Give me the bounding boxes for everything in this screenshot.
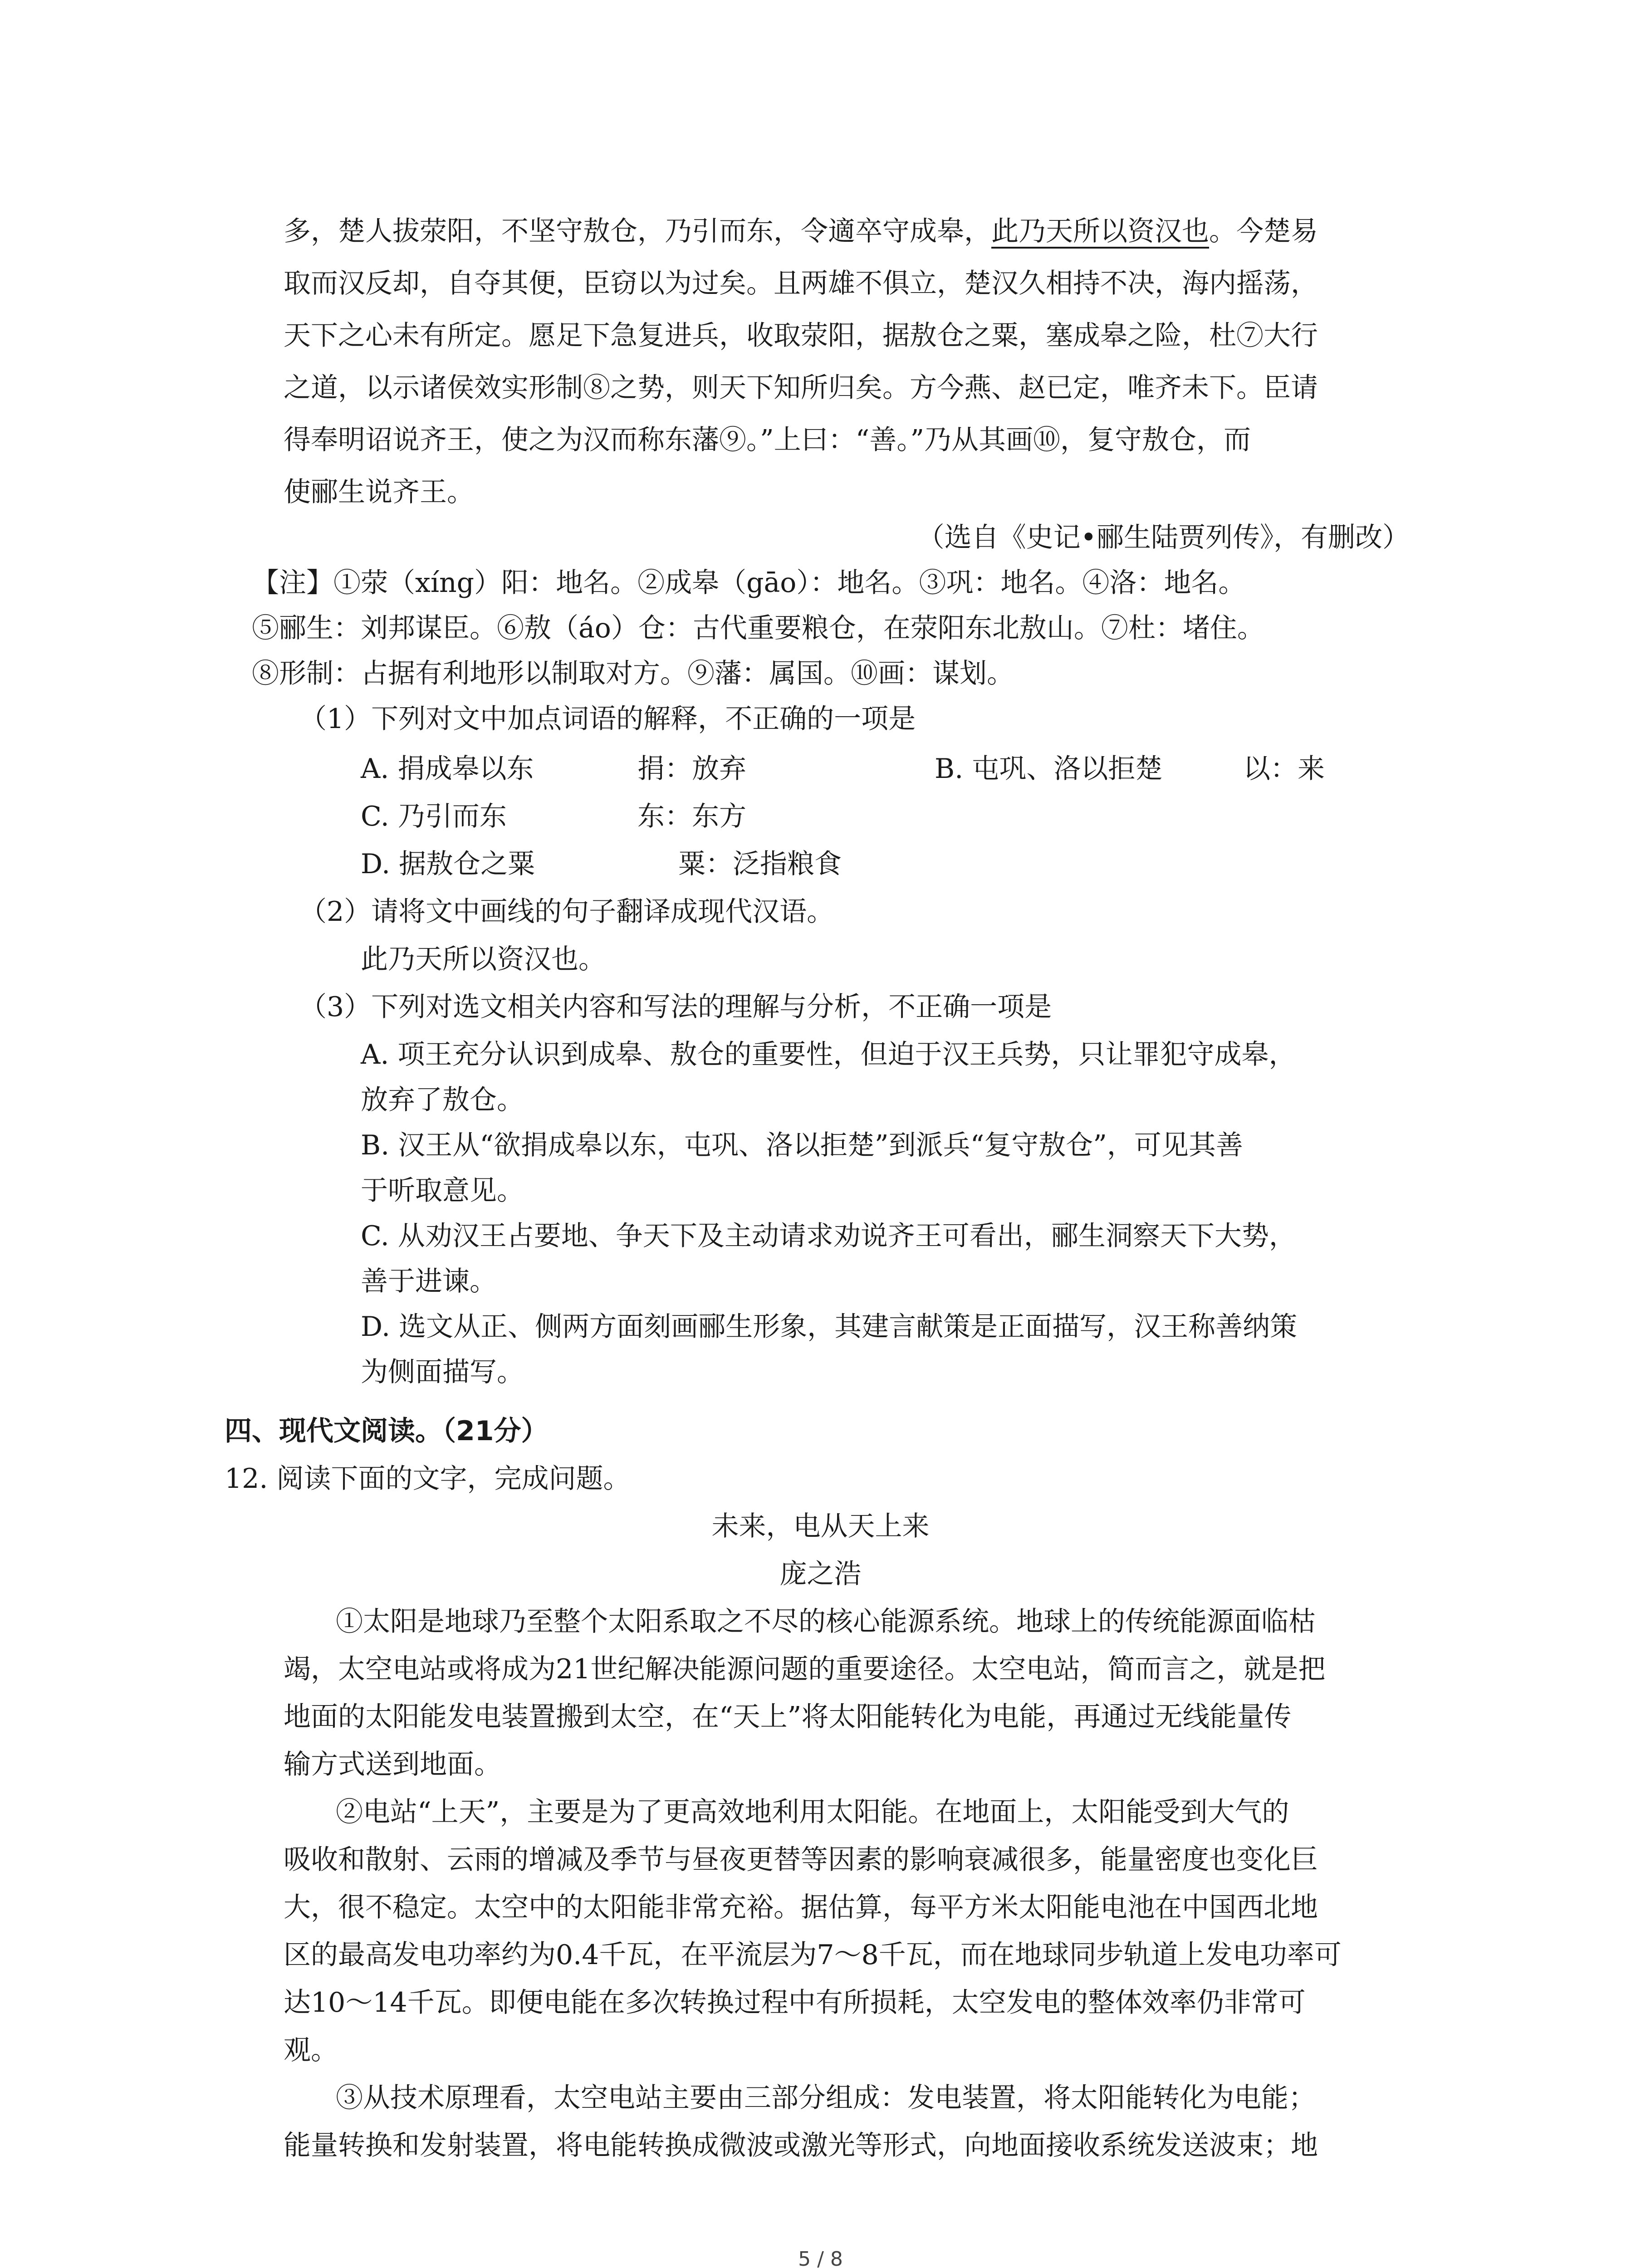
article-line-7: 大，很不稳定。太空中的太阳能非常充裕。据估算，每平方米太阳能电池在中国西北地 bbox=[284, 1892, 1318, 1923]
question-12: 12. 阅读下面的文字，完成问题。 bbox=[225, 1463, 631, 1495]
q1-option-a bbox=[361, 744, 1325, 794]
article-line-11: ③从技术原理看，太空电站主要由三部分组成：发电装置，将太阳能转化为电能； bbox=[336, 2082, 1316, 2114]
q1-option-a-text: A. 捐成皋以东 bbox=[361, 753, 534, 785]
article-line-12: 能量转换和发射装置，将电能转换成微波或激光等形式，向地面接收系统发送波束；地 bbox=[284, 2130, 1318, 2161]
q1-stem: （1）下列对文中加点词语的解释，不正确的一项是 bbox=[299, 703, 916, 735]
article-line-1: ①太阳是地球乃至整个太阳系取之不尽的核心能源系统。地球上的传统能源面临枯 bbox=[336, 1606, 1316, 1637]
q1-option-a-gloss: 捐：放弃 bbox=[637, 753, 746, 785]
passage-line-4: 之道，以示诸侯效实形制⑧之势，则天下知所归矣。方今燕、赵已定，唯齐未下。臣请 bbox=[284, 372, 1318, 404]
passage-line-1-text: 多，楚人拔荥阳，不坚守敖仓，乃引而东，令適卒守成皋， bbox=[284, 215, 991, 247]
note-line-2: ⑤郦生：刘邦谋臣。⑥敖（áo）仓：古代重要粮仓，在荥阳东北敖山。⑦杜：堵住。 bbox=[252, 612, 1264, 644]
q1-option-c bbox=[361, 792, 746, 841]
q1-option-b-gloss: 以：来 bbox=[1243, 753, 1325, 785]
q3-option-d-line-1: D. 选文从正、侧两方面刻画郦生形象，其建言献策是正面描写，汉王称善纳策 bbox=[361, 1311, 1298, 1343]
q3-option-b-line-2: 于听取意见。 bbox=[361, 1175, 524, 1207]
article-line-6: 吸收和散射、云雨的增减及季节与昼夜更替等因素的影响衰减很多，能量密度也变化巨 bbox=[284, 1844, 1318, 1876]
passage-line-5: 得奉明诏说齐王，使之为汉而称东藩⑨。”上曰：“善。”乃从其画⑩，复守敖仓，而 bbox=[284, 424, 1251, 456]
q3-option-c-line-2: 善于进谏。 bbox=[361, 1266, 497, 1297]
passage-line-3: 天下之心未有所定。愿足下急复进兵，收取荥阳，据敖仓之粟，塞成皋之险，杜⑦大行 bbox=[284, 320, 1318, 352]
q1-option-c-gloss: 东：东方 bbox=[637, 801, 746, 832]
q1-option-d-gloss: 粟：泛指粮食 bbox=[678, 848, 842, 880]
section-heading: 四、现代文阅读。（21分） bbox=[225, 1415, 549, 1447]
page-number: 5 / 8 bbox=[798, 2248, 843, 2268]
underlined-sentence: 此乃天所以资汉也 bbox=[991, 215, 1209, 247]
note-line-1: 【注】①荥（xíng）阳：地名。②成皋（gāo）：地名。③巩：地名。④洛：地名。 bbox=[252, 567, 1246, 599]
passage-line-1-tail: 。今楚易 bbox=[1209, 215, 1318, 247]
q1-option-d-text: D. 据敖仓之粟 bbox=[361, 848, 535, 880]
article-line-3: 地面的太阳能发电装置搬到太空，在“天上”将太阳能转化为电能，再通过无线能量传 bbox=[284, 1701, 1292, 1733]
q2-sentence: 此乃天所以资汉也。 bbox=[361, 943, 606, 975]
source-citation: （选自《史记•郦生陆贾列传》，有删改） bbox=[917, 522, 1410, 553]
article-author: 庞之浩 bbox=[779, 1558, 862, 1590]
note-line-3: ⑧形制：占据有利地形以制取对方。⑨藩：属国。⑩画：谋划。 bbox=[252, 658, 1014, 689]
article-line-8: 区的最高发电功率约为0.4千瓦，在平流层为7～8千瓦，而在地球同步轨道上发电功率可 bbox=[284, 1939, 1342, 1971]
q3-option-a-line-2: 放弃了敖仓。 bbox=[361, 1084, 524, 1116]
article-line-4: 输方式送到地面。 bbox=[284, 1749, 501, 1780]
passage-line-6: 使郦生说齐王。 bbox=[284, 476, 474, 508]
q3-option-c-line-1: C. 从劝汉王占要地、争天下及主动请求劝说齐王可看出，郦生洞察天下大势， bbox=[361, 1220, 1296, 1252]
q1-option-d bbox=[361, 839, 842, 889]
q3-option-b-line-1: B. 汉王从“欲捐成皋以东，屯巩、洛以拒楚”到派兵“复守敖仓”，可见其善 bbox=[361, 1129, 1243, 1161]
passage-line-2: 取而汉反却，自夺其便，臣窃以为过矣。且两雄不俱立，楚汉久相持不决，海内摇荡， bbox=[284, 268, 1318, 299]
article-line-5: ②电站“上天”，主要是为了更高效地利用太阳能。在地面上，太阳能受到大气的 bbox=[336, 1796, 1289, 1828]
passage-line-1 bbox=[284, 206, 1318, 256]
q1-option-c-text: C. 乃引而东 bbox=[361, 801, 507, 832]
q2-stem: （2）请将文中画线的句子翻译成现代汉语。 bbox=[299, 896, 834, 928]
article-title: 未来，电从天上来 bbox=[711, 1510, 930, 1542]
article-line-9: 达10～14千瓦。即便电能在多次转换过程中有所损耗，太空发电的整体效率仍非常可 bbox=[284, 1987, 1306, 2019]
article-line-10: 观。 bbox=[284, 2034, 338, 2066]
q3-stem: （3）下列对选文相关内容和写法的理解与分析，不正确一项是 bbox=[299, 991, 1052, 1023]
article-line-2: 竭，太空电站或将成为21世纪解决能源问题的重要途径。太空电站，简而言之，就是把 bbox=[284, 1653, 1326, 1685]
q3-option-a-line-1: A. 项王充分认识到成皋、敖仓的重要性，但迫于汉王兵势，只让罪犯守成皋， bbox=[361, 1039, 1296, 1070]
q3-option-d-line-2: 为侧面描写。 bbox=[361, 1356, 524, 1388]
q1-option-b-text: B. 屯巩、洛以拒楚 bbox=[935, 753, 1163, 785]
